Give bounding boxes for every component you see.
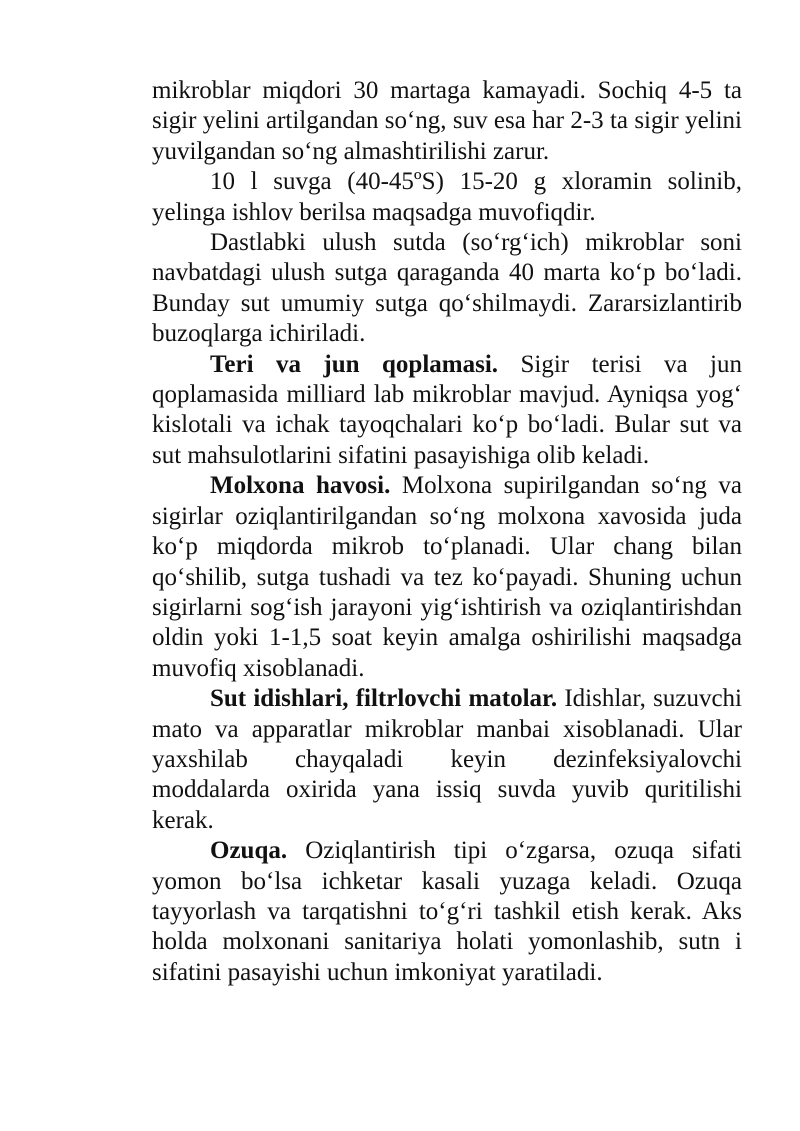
- paragraph-text: Idishlar, suzuvchi mato va apparatlar mikroblar manbai xisoblanadi. Ular yaxshilab chayqaladi keyin dezinfeksiyalovchi moddalarda oxirida yana issiq suvda yuvib quritilishi kerak.: [152, 685, 743, 834]
- section-heading: Ozuqa.: [210, 837, 288, 865]
- paragraph-text: mikroblar miqdori 30 martaga kamayadi. Sochiq 4-5 ta sigir yelini artilgandan so‘ng, suv esa har 2-3 ta sigir yelini yuvilgandan so‘ng almashtirilishi zarur.: [152, 77, 742, 165]
- paragraph-feed: [152, 836, 742, 988]
- section-heading: Molxona havosi.: [210, 472, 391, 500]
- paragraph-text: Oziqlantirish tipi o‘zgarsa, ozuqa sifati yomon bo‘lsa ichketar kasali yuzaga keladi. Ozuqa tayyorlash va tarqatishni to‘g‘ri tashkil etish kerak. Aks holda molxonani sanitariya holati yomonlashib, sutn i sifatini pasayishi uchun imkoniyat yaratiladi.: [152, 837, 742, 986]
- paragraph-continuation: [152, 76, 742, 167]
- paragraph-text: Dastlabki ulush sutda (so‘rg‘ich) mikroblar soni navbatdagi ulush sutga qaraganda 40 marta ko‘p bo‘ladi. Bunday sut umumiy sutga qo‘shilmaydi. Zararsizlantirib buzoqlarga ichiriladi.: [152, 229, 742, 348]
- paragraph-text: Sigir terisi va jun qoplamasida milliard lab mikroblar mavjud. Ayniqsa yog‘ kislotali va ichak tayoqchalari ko‘p bo‘ladi. Bular sut va sut mahsulotlarini sifatini pasayishiga olib keladi.: [152, 350, 743, 469]
- paragraph-first-milk: [152, 228, 742, 350]
- paragraph-text: Molxona supirilgandan so‘ng va sigirlar oziqlantirilgandan so‘ng molxona xavosida juda ko‘p miqdorda mikrob to‘planadi. Ular chang bilan qo‘shilib, sutga tushadi va tez ko‘payadi. Shuning uchun sigirlarni sog‘ish jarayoni yig‘ishtirish va oziqlantirishdan oldin yoki 1-1,5 soat keyin amalga oshirilishi maqsadga muvofiq xisoblanadi.: [152, 472, 742, 682]
- document-page: [152, 76, 742, 988]
- section-heading: Teri va jun qoplamasi.: [210, 350, 499, 378]
- section-heading: Sut idishlari, filtrlovchi matolar.: [210, 685, 558, 713]
- paragraph-chloramine: [152, 167, 742, 228]
- paragraph-text: 10 l suvga (40-45ºS) 15-20 g xloramin solinib, yelinga ishlov berilsa maqsadga muvofiqdir.: [152, 168, 742, 226]
- paragraph-skin-and-hair: [152, 350, 742, 472]
- paragraph-barn-air: [152, 471, 742, 684]
- paragraph-milk-containers: [152, 684, 742, 836]
